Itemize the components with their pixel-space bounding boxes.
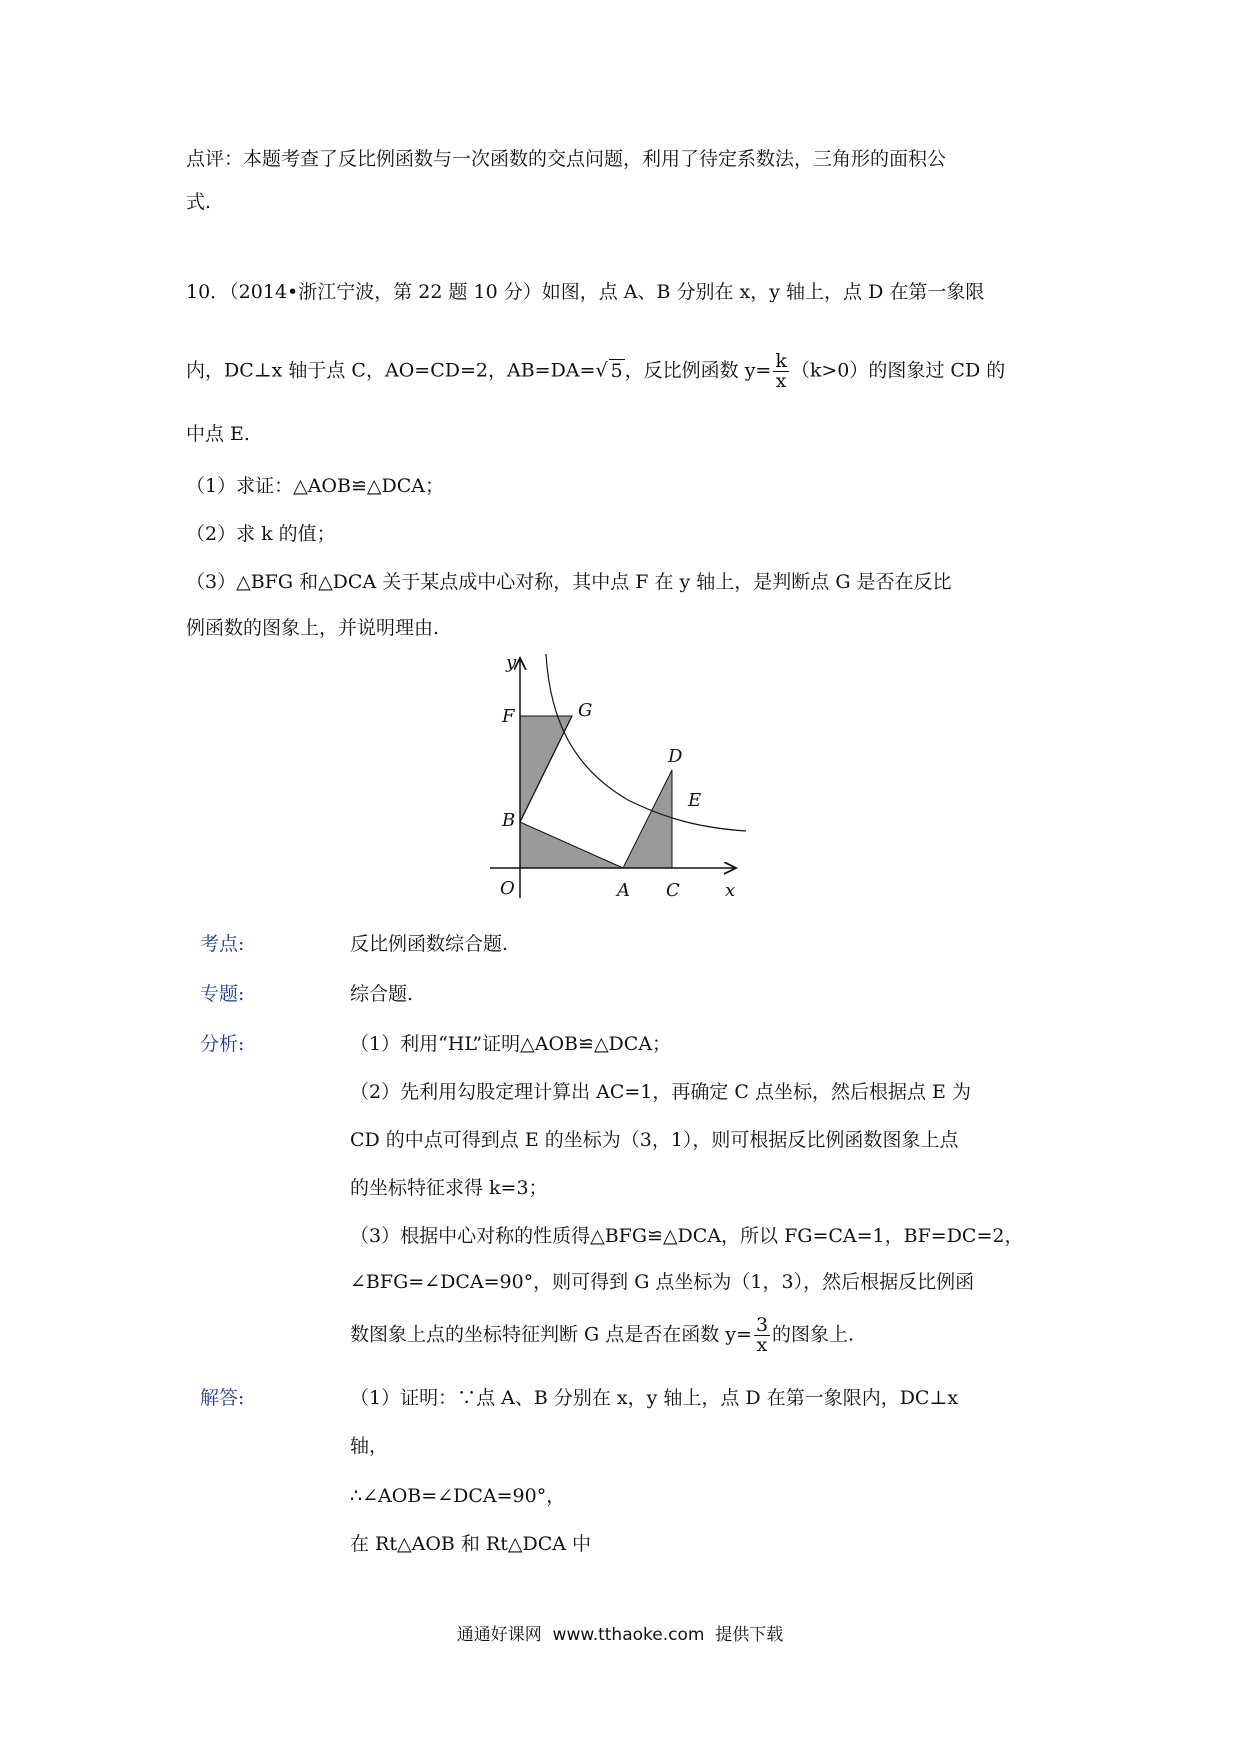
label-o: O: [500, 878, 515, 899]
geometry-figure: [488, 650, 748, 905]
comment-line-2: 式.: [186, 191, 212, 213]
sqrt-radicand: 5: [610, 359, 623, 382]
problem-line-2-part-b: ，反比例函数 y=: [624, 359, 772, 382]
fenxi-1: （1）利用“HL”证明△AOB≌△DCA；: [350, 1033, 672, 1055]
jieda-3: 在 Rt△AOB 和 Rt△DCA 中: [350, 1533, 592, 1555]
question-2: （2）求 k 的值；: [186, 523, 336, 545]
label-x: x: [725, 880, 736, 901]
fenxi-3-line-3-part-a: 数图象上点的坐标特征判断 G 点是否在函数 y=: [350, 1323, 752, 1346]
kaodian-text: 反比例函数综合题.: [350, 933, 509, 955]
label-a: A: [617, 880, 630, 901]
fenxi-label: 分析:: [200, 1033, 245, 1055]
problem-line-2: [186, 352, 1005, 391]
problem-line-1: 10．（2014•浙江宁波，第 22 题 10 分）如图，点 A、B 分别在 x，y 轴上，点 D 在第一象限: [186, 281, 985, 303]
zhuanti-text: 综合题.: [350, 983, 414, 1005]
fraction-numerator: 3: [755, 1314, 769, 1336]
fraction-denominator: x: [775, 370, 787, 392]
jieda-label: 解答:: [200, 1387, 245, 1409]
jieda-1-line-2: 轴，: [350, 1435, 389, 1457]
label-d: D: [668, 746, 683, 767]
fenxi-2-line-1: （2）先利用勾股定理计算出 AC=1，再确定 C 点坐标，然后根据点 E 为: [350, 1081, 971, 1103]
fenxi-2-line-2: CD 的中点可得到点 E 的坐标为（3，1），则可根据反比例函数图象上点: [350, 1129, 959, 1151]
hyperbola-curve: [546, 654, 746, 831]
label-g: G: [578, 700, 593, 721]
triangle-dca: [623, 770, 672, 868]
fraction-k-over-x: [773, 352, 789, 391]
fenxi-3-line-1: （3）根据中心对称的性质得△BFG≌△DCA，所以 FG=CA=1，BF=DC=2，: [350, 1225, 1024, 1247]
kaodian-label: 考点:: [200, 933, 245, 955]
page-footer: 通通好课网 www.tthaoke.com 提供下载: [456, 1625, 784, 1645]
triangle-aob: [520, 822, 623, 868]
fraction-numerator: k: [775, 350, 787, 372]
jieda-2: ∴∠AOB=∠DCA=90°，: [350, 1485, 566, 1507]
label-c: C: [666, 880, 680, 901]
fenxi-3-line-3-part-b: 的图象上.: [772, 1323, 855, 1346]
label-b: B: [502, 810, 516, 831]
fenxi-3-line-3: [350, 1316, 854, 1355]
question-3-line-1: （3）△BFG 和△DCA 关于某点成中心对称，其中点 F 在 y 轴上，是判断点 G 是否在反比: [186, 571, 952, 593]
fraction-3-over-x: [754, 1316, 770, 1355]
fenxi-3-line-2: ∠BFG=∠DCA=90°，则可得到 G 点坐标为（1，3），然后根据反比例函: [350, 1271, 975, 1293]
fenxi-2-line-3: 的坐标特征求得 k=3；: [350, 1177, 548, 1199]
label-y: y: [506, 652, 517, 673]
question-1: （1）求证：△AOB≌△DCA；: [186, 475, 444, 497]
problem-line-2-part-a: 内，DC⊥x 轴于点 C，AO=CD=2，AB=DA=: [186, 359, 596, 382]
zhuanti-label: 专题:: [200, 983, 245, 1005]
jieda-1-line-1: （1）证明：∵点 A、B 分别在 x，y 轴上，点 D 在第一象限内，DC⊥x: [350, 1387, 959, 1409]
label-f: F: [502, 706, 515, 727]
problem-line-3: 中点 E.: [186, 423, 250, 445]
sqrt-symbol: √: [595, 359, 608, 382]
comment-line-1: 点评：本题考查了反比例函数与一次函数的交点问题，利用了待定系数法，三角形的面积公: [186, 148, 947, 170]
label-e: E: [688, 790, 702, 811]
problem-line-2-part-c: （k>0）的图象过 CD 的: [790, 359, 1006, 382]
fraction-denominator: x: [756, 1334, 768, 1356]
question-3-line-2: 例函数的图象上，并说明理由.: [186, 617, 440, 639]
